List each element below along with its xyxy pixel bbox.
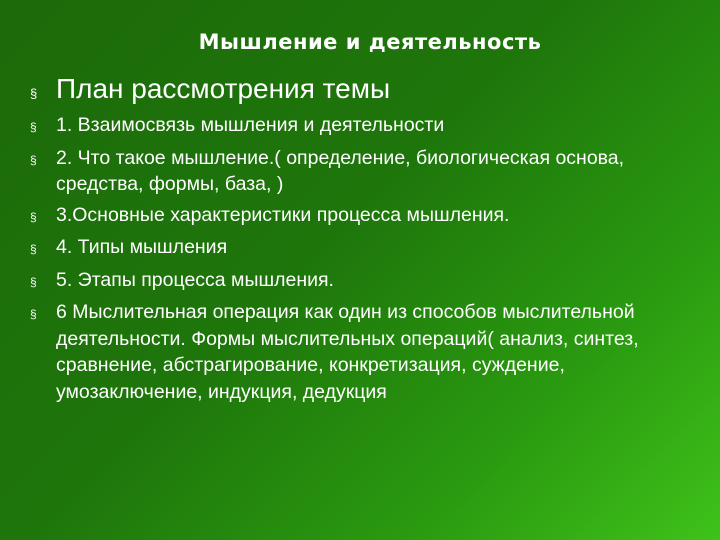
list-item-text: 5. Этапы процесса мышления. xyxy=(56,268,334,291)
list-item-text: 3.Основные характеристики процесса мышления. xyxy=(56,203,510,226)
list-item-text: 2. Что такое мышление.( определение, биологическая основа, средства, формы, база, ) xyxy=(56,146,625,195)
list-item-text: 4. Типы мышления xyxy=(56,236,228,258)
bullet-icon: § xyxy=(30,307,37,321)
bullet-icon: § xyxy=(30,120,37,134)
list-item xyxy=(30,234,705,263)
bullet-icon: § xyxy=(30,242,37,256)
bullet-icon: § xyxy=(30,274,37,289)
list-item xyxy=(30,112,705,141)
plan-heading-text: План рассмотрения темы xyxy=(56,73,391,104)
slide-title: Мышление и деятельность xyxy=(198,30,542,54)
list-item xyxy=(30,267,705,296)
list-item xyxy=(30,202,705,231)
bullet-icon: § xyxy=(30,209,37,224)
bullet-icon: § xyxy=(30,152,37,167)
list-item xyxy=(30,145,705,198)
plan-list xyxy=(30,112,705,409)
list-item-text: 6 Мыслительная операция как один из способов мыслительной деятельности. Формы мыслительных операций( анализ, синтез, сравнение, абстрагирование, конкретизация, суждение, умозаключение, индукция, дедукция xyxy=(56,301,639,403)
list-item xyxy=(30,299,705,405)
bullet-icon: § xyxy=(30,86,38,101)
list-item-text: 1. Взаимосвязь мышления и деятельности xyxy=(56,114,445,136)
plan-heading xyxy=(30,72,700,106)
